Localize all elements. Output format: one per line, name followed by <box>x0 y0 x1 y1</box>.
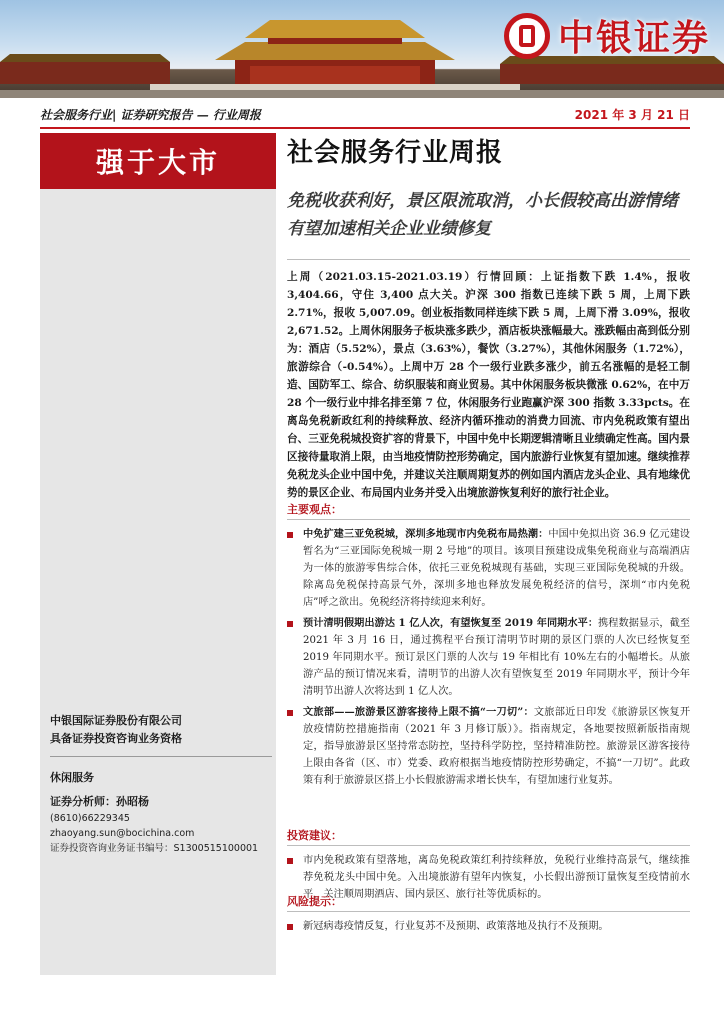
bullet-square-icon <box>287 621 293 627</box>
header-banner <box>0 0 724 98</box>
item-text: 文旅部近日印发《旅游景区恢复开放疫情防控措施指南（2021 年 3 月修订版）》。指南规定，各地要按照新版指南规定，指导旅游景区坚持常态防控，坚持科学防控，坚持精准防控。旅游景区游客接待上限由各省（区、市）党委、政府根据当地疫情防控形势确定，不搞“一刀切”。此政策有利于旅游景区搭上小长假旅游需求增长快车，有望加速行业复苏。 <box>303 707 691 786</box>
analyst-email: zhaoyang.sun@bocichina.com <box>50 828 195 839</box>
main-content <box>287 133 691 932</box>
sector-name: 休闲服务 <box>50 771 94 784</box>
market-summary: 上周（2021.03.15-2021.03.19）行情回顾：上证指数下跌 1.4%，报收 3,404.66，守住 3,400 点大关。沪深 300 指数已连续下跌 5 周，上周下跌 2.71%，报收 5,007.09。创业板指数同样连续下跌 5 周，上周下滑 3.09%，报收 2,671.52。上周休闲服务子板块涨多跌少，酒店板块涨幅最大。涨跌幅由高到低分别为：酒店（5.52%），景点（3.63%），餐饮（3.27%），其他休闲服务（1.72%），旅游综合（-0.54%）。上周中万 28 个一级行业跌多涨少，前五名涨幅的是轻工制造、国防军工、综合、纺织服装和商业贸易。其中休闲服务板块微涨 0.62%，在中万 28 个一级行业中排名排至第 7 位，休闲服务行业跑赢沪深 300 指数 3.33pcts。在离岛免税新政红利的持续释放、经济内循环推动的消费力回流、市内免税政策有望出台、三亚免税城投资扩容的背景下，中国中免中长期逻辑清晰且业绩确定性高。国内景区接待量取消上限，由当地疫情防控形势确定，国内旅游行业恢复有望加速。继续推荐免税龙头企业中国中免，并建议关注顺周期复苏的例如国内酒店龙头企业、具有地缘优势的景区企业、布局国内业务并受入出境旅游恢复利好的旅行社企业。 <box>287 259 690 502</box>
report-title: 社会服务行业周报 <box>287 138 504 168</box>
key-views-section <box>287 501 690 793</box>
list-item <box>287 704 690 789</box>
logo-text: 中银证券 <box>557 18 710 59</box>
bank-of-china-logo-icon <box>504 13 550 59</box>
analyst-phone: (8610)66229345 <box>50 813 130 824</box>
left-sidebar <box>40 133 276 975</box>
item-text: 新冠病毒疫情反复，行业复苏不及预期、政策落地及执行不及预期。 <box>303 921 609 932</box>
item-lead: 预计清明假期出游达 1 亿人次，有望恢复至 2019 年同期水平： <box>303 617 599 629</box>
risk-title: 风险提示： <box>287 893 690 912</box>
item-text: 中国中免拟出资 36.9 亿元建设暂名为“三亚国际免税城一期 2 号地”的项目。该项目预建设成集免税商业与高端酒店为一体的旅游零售综合体，依托三亚免税城现有基础，实现三亚国际免税城的升级。除离岛免税保持高景气外，深圳多地也释放发展免税经济的信号，深圳“市内免税店”呼之欲出。免税经济将持续迎来利好。 <box>303 529 690 608</box>
brand-logo <box>504 10 710 61</box>
item-text: 市内免税政策有望落地，离岛免税政策红利持续释放，免税行业维持高景气，继续推荐免税龙头中国中免。入出境旅游有望年内恢复，小长假出游预订量恢复至疫情前水平，关注顺周期酒店、国内景区、旅行社等优质标的。 <box>303 855 690 900</box>
analyst-license: 证券投资咨询业务证书编号：S1300515100001 <box>50 843 259 854</box>
company-qualification: 具备证券投资咨询业务资格 <box>50 732 182 745</box>
bullet-square-icon <box>287 924 293 930</box>
list-item <box>287 918 690 935</box>
analyst-team <box>50 756 272 856</box>
bullet-square-icon <box>287 858 293 864</box>
company-name: 中银国际证券股份有限公司 <box>50 714 182 727</box>
report-date: 2021 年 3 月 21 日 <box>574 107 690 122</box>
company-info <box>50 712 182 748</box>
risk-section <box>287 893 690 939</box>
bullet-square-icon <box>287 532 293 538</box>
breadcrumb-bar <box>40 101 690 129</box>
item-text: 携程数据显示，截至 2021 年 3 月 16 日，通过携程平台预订清明节时期的景区门票的人次已经恢复至 2019 年同期水平。预订景区门票的人次与 19 年相比有 10%左右的小幅增长。从旅游产品的预订情况来看，清明节的出游人次有望恢复至 2019 年同期水平，预计今年清明节出游人次将达到 1 亿人次。 <box>303 618 690 697</box>
item-lead: 文旅部——旅游景区游客接待上限不搞“一刀切”： <box>303 706 534 718</box>
key-views-title: 主要观点： <box>287 501 690 520</box>
investment-advice-title: 投资建议： <box>287 827 690 846</box>
bullet-square-icon <box>287 710 293 716</box>
analyst-name: 证券分析师：孙昭杨 <box>50 795 149 808</box>
item-lead: 中免扩建三亚免税城，深圳多地现市内免税布局热潮： <box>303 528 549 540</box>
list-item <box>287 526 690 611</box>
breadcrumb: 社会服务行业| 证券研究报告 — 行业周报 <box>40 107 261 122</box>
rating-badge: 强于大市 <box>40 133 276 189</box>
report-subtitle: 免税收获利好，景区限流取消，小长假较高出游情绪有望加速相关企业业绩修复 <box>287 191 678 239</box>
list-item <box>287 615 690 700</box>
